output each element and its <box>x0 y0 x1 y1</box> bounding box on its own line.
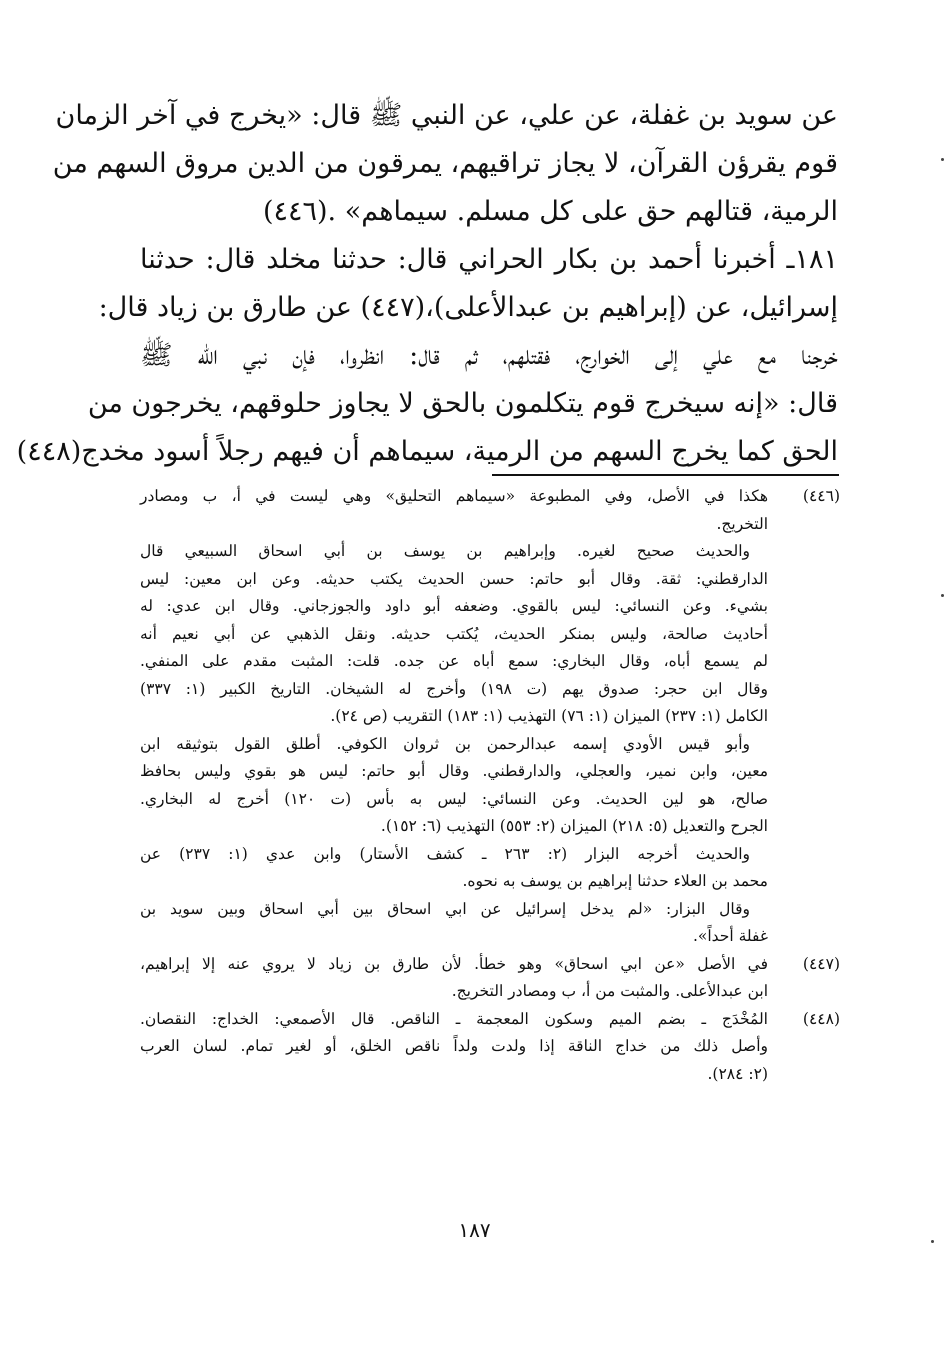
scan-speck <box>931 1240 934 1243</box>
footnote-line: وقال ابن حجر: صدوق يهم (ت ١٩٨) وأخرج له الشيخان. التاريخ الكبير (١: ٣٣٧) <box>140 679 768 698</box>
footnote-number: (٤٤٨) <box>802 1009 840 1028</box>
footnote-body <box>140 1006 768 1089</box>
footnote-line: ابن عبدالأعلى. والمثبت من أ، ب ومصادر التخريج. <box>451 982 768 1000</box>
scan-speck <box>941 158 944 161</box>
footnote-line: لم يسمع أباه، وقال البخاري: سمع أباه عن جده. قلت: المثبت مقدم على المنفي. <box>140 652 768 670</box>
footnote-line: والحديث أخرجه البزار (٢: ٢٦٣ ـ كشف الأستار) وابن عدي (١: ٢٣٧) عن <box>140 844 750 863</box>
footnote-body <box>140 483 768 951</box>
footnote-line: معين، وابن نمير، والعجلي، والدارقطني. وقال أبو حاتم: ليس هو بقوي وليس بحافظ <box>140 762 768 780</box>
footnote-line: الجرح والتعديل (٥: ٢١٨) الميزان (٢: ٥٥٣) التهذيب (٦: ١٥٢). <box>380 817 768 835</box>
main-text-line: إسرائيل، عن (إبراهيم بن عبدالأعلى)،(٤٤٧) عن طارق بن زياد قال: <box>98 292 838 323</box>
main-text-line: ١٨١ـ أخبرنا أحمد بن بكار الحراني قال: حدثنا مخلد قال: حدثنا <box>140 244 838 275</box>
main-text-line: خرجنا مع علي إلى الخوارج، فقتلهم، ثم قال: انظروا، فإن نبي الله ﷺ <box>140 340 838 371</box>
footnote-line: (٢: ٢٨٤). <box>707 1064 768 1083</box>
footnote-line: أحاديث صالحة، وليس بمنكر الحديث، يُكتب حديثه. ونقل الذهبي عن أبي نعيم أنه <box>140 624 768 643</box>
page-number: ١٨٧ <box>458 1218 491 1242</box>
footnote-line: بشيء. وعن النسائي: ليس بالقوي. وضعفه أبو داود والجوزجاني. وقال ابن عدي: له <box>140 597 768 615</box>
footnote-line: صالح، هو لين الحديث. وعن النسائي: ليس به بأس (ت ١٢٠) أخرج له البخاري. <box>140 789 768 808</box>
main-text-line: عن سويد بن غفلة، عن علي، عن النبي ﷺ قال: «يخرج في آخر الزمان <box>55 100 838 131</box>
footnote-line: المُخْدَج ـ بضم الميم وسكون المعجمة ـ الناقص. قال الأصمعي: الخداج: النقصان. <box>140 1009 768 1028</box>
footnote-line: في الأصل «عن ابي اسحاق» وهو خطأ. لأن طارق بن زياد لا يروي عنه إلا إبراهيم، <box>140 954 768 973</box>
main-text-block <box>16 92 838 476</box>
footnote-number: (٤٤٧) <box>802 954 840 973</box>
footnote-line: وأبو قيس الأودي إسمه عبدالرحمن بن ثروان الكوفي. أطلق القول بتوثيقه ابن <box>140 734 750 753</box>
footnote-number: (٤٤٦) <box>802 487 840 505</box>
footnotes-block <box>140 483 840 1088</box>
footnote-line: الدارقطني: ثقة. وقال أبو حاتم: حسن الحديث يكتب حديثه. وعن ابن معين: ليس <box>140 569 768 588</box>
footnote-line: التخريج. <box>716 514 768 533</box>
footnote-447 <box>140 951 840 1006</box>
footnote-line: هكذا في الأصل، وفي المطبوعة «سيماهم التحليق» وهي ليست في أ، ب ومصادر <box>140 487 768 505</box>
scan-speck <box>941 594 944 597</box>
footnote-separator-rule <box>492 474 839 476</box>
footnote-line: وقال البزار: «لم يدخل إسرائيل عن ابي اسحاق بين أبي اسحاق وبين سويد بن <box>140 899 750 918</box>
footnote-line: غفلة أحداً». <box>692 927 768 945</box>
footnote-line: محمد بن العلاء حدثنا إبراهيم بن يوسف به نحوه. <box>462 872 768 890</box>
footnote-line: الكامل (١: ٢٣٧) الميزان (١: ٧٦) التهذيب (١: ١٨٣) التقريب (ص ٢٤). <box>330 707 768 725</box>
main-text-line: قال: «إنه سيخرج قوم يتكلمون بالحق لا يجاوز حلوقهم، يخرجون من <box>87 388 838 419</box>
main-text-line: الرمية، قتالهم حق على كل مسلم. سيماهم» .(٤٤٦) <box>262 196 838 227</box>
footnote-446 <box>140 483 840 951</box>
footnote-line: والحديث صحيح لغيره. وإبراهيم بن يوسف بن أبي اسحاق السبيعي قال <box>140 542 750 560</box>
footnote-body <box>140 951 768 1006</box>
footnote-line: وأصل ذلك من خداج الناقة إذا ولدت ولداً ناقص الخلق، أو لغير تمام. لسان العرب <box>140 1037 768 1055</box>
main-text-line: قوم يقرؤن القرآن، لا يجاز تراقيهم، يمرقون من الدين مروق السهم من <box>52 148 838 179</box>
footnote-448 <box>140 1006 840 1089</box>
main-text-line: الحق كما يخرج السهم من الرمية، سيماهم أن فيهم رجلاً أسود مخدج(٤٤٨) <box>16 436 838 467</box>
